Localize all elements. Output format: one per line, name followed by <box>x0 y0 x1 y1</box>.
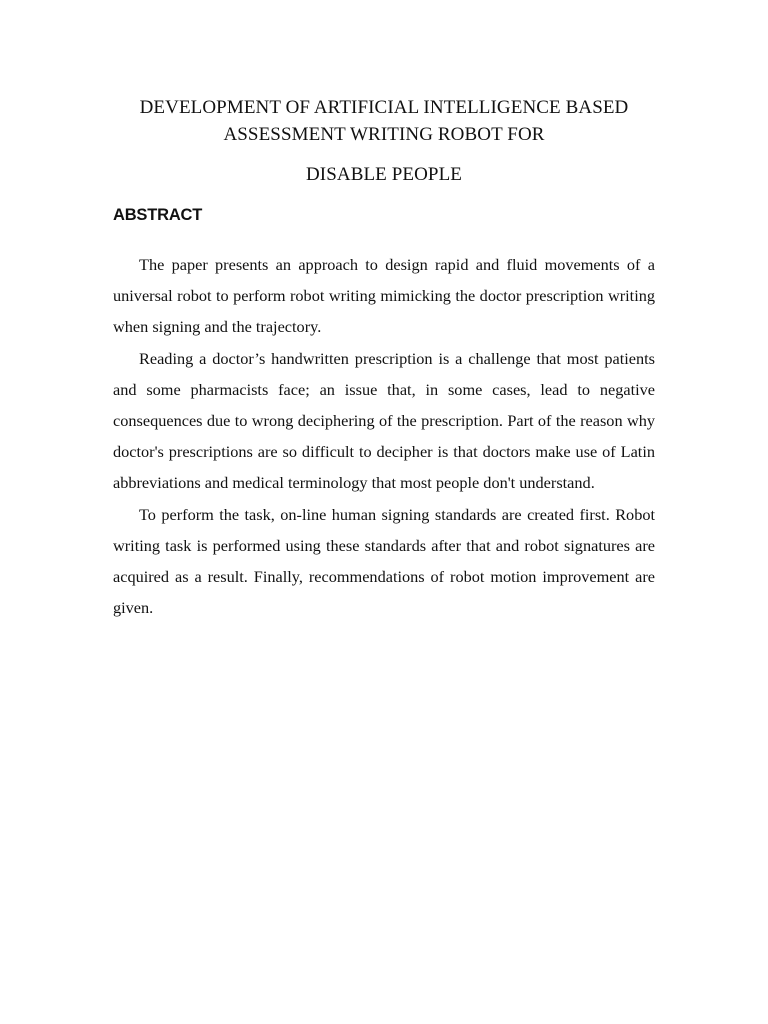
document-title-continued: DISABLE PEOPLE <box>305 164 463 185</box>
abstract-paragraph: The paper presents an approach to design rapid and fluid movements of a universal robot to perform robot writing mimicking the doctor prescription writing when signing and the trajectory. <box>113 255 655 337</box>
section-heading-abstract: ABSTRACT <box>113 206 203 224</box>
abstract-body <box>113 249 655 623</box>
abstract-paragraph: Reading a doctor’s handwritten prescription is a challenge that most patients and some pharmacists face; an issue that, in some cases, lead to negative consequences due to wrong deciphering of the prescription. Part of the reason why doctor's prescriptions are so difficult to decipher is that doctors make use of Latin abbreviations and medical terminology that most people don't understand. <box>113 348 655 493</box>
abstract-paragraph: To perform the task, on-line human signing standards are created first. Robot writing task is performed using these standards after that and robot signatures are acquired as a result. Finally, recommendations of robot motion improvement are given. <box>113 504 655 618</box>
document-title: DEVELOPMENT OF ARTIFICIAL INTELLIGENCE BASED ASSESSMENT WRITING ROBOT FOR <box>139 97 629 145</box>
